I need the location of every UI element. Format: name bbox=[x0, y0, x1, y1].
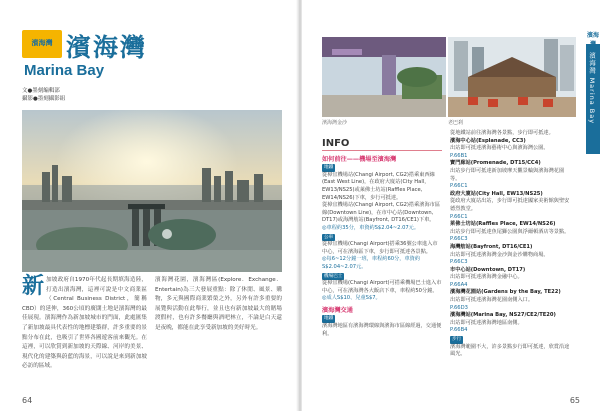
photo-caption-1: 濱海灣金沙 bbox=[322, 120, 348, 126]
left-page bbox=[0, 0, 298, 411]
page-title-zh: 濱海灣 bbox=[66, 33, 148, 62]
walk-label: 步行 bbox=[452, 337, 462, 343]
area-tag: 濱海灣 bbox=[22, 30, 62, 58]
credits: 文●墨刻編輯部 攝影●墨刻攝影組 bbox=[22, 88, 66, 102]
right-page bbox=[302, 0, 600, 411]
mrt-label: 地鐵 bbox=[324, 165, 334, 171]
section-side-tab: 濱海灣 濱海灣 Marina Bay bbox=[586, 44, 600, 154]
info-section: 如何前往——機場至濱海灣 地鐵 從樟宜機場站(Changi Airport, CG2)搭乘東西線(East West Line)，在政府大廈站(City Hall，EW13/NS25)或萊佛士坊站(Raffles Place, EW14/NS26)下車，步行可抵達。 從樟宜機場站(Changi Airport, CG2)搭乘濱海市區線(Downtown Line)，在市中心站(Downtown, DT17)或海灣舫站(Bayfront, DT16/CE1)下車。 ◎車程約35分，車資約S$2.04~2.07元。 bbox=[322, 155, 441, 231]
dropcap: 新 bbox=[22, 274, 45, 299]
page-title-en: Marina Bay bbox=[24, 62, 105, 79]
mrt-label: 地鐵 bbox=[324, 316, 334, 322]
hero-photo bbox=[22, 110, 282, 272]
info-section: 機場巴士 從樟宜機場(Changi Airport)可搭乘機場巴士進入市中心，可在濱海灣各大飯店下車，車程約50分鐘。 ◎成人S$10、兒童S$7。 bbox=[322, 273, 442, 302]
body-text-col1: 新 加坡政府自1970年代起長期填海造陸，打造出濱海灣，這裡可說是中文商業區（Central Business District，簡稱CBD）的延伸，360公頃的廣闊土地是濱海灣的最佳展現。濱海灣作為新加坡城市的門面，此處匯集了新加坡最具代表性的地標建築群，許多重要的景點分布在此，也吸引了世界各國遊客前來觀光。在這裡，可以欣賞到新加坡的天際線、河岸的美景、現代化的建築與蔚藍的海景，可以說是來到新加坡必訪的區域。 bbox=[22, 274, 147, 370]
body-text-col2: 濱海灣花園，濱海灣區(Explore．Exchange．Entertain)為三大發展重點：除了休閒、風景、購物，多元與國際商業繁榮之外，另外有許多重要的展覽與活動在此舉行，並且也有新加坡最大的賭場渡假村，也有許多餐廳與酒吧林立，不論是白天還是夜晚，都能在此享受新加坡的美好時光。 bbox=[155, 277, 282, 331]
info-column-1 bbox=[322, 140, 442, 338]
photo-lau-pa-sat bbox=[448, 37, 576, 117]
info-heading: INFO bbox=[322, 140, 442, 151]
bus-label: 公車 bbox=[324, 234, 334, 240]
page-number-right: 65 bbox=[569, 396, 580, 405]
page-number-left: 64 bbox=[22, 396, 33, 405]
photo-sands bbox=[322, 37, 446, 117]
title-block bbox=[22, 30, 282, 80]
info-column-2: 從地鐵站前往濱海灣各景點，步行即可抵達。 濱海中心站(Esplanade, CC3) 出站即可抵達濱海藝術中心與濱海灣公園。 P.66B1 寶門廊站(Promenade, DT15/CC4) 出站步行即可抵達新加坡摩天觀景輪與濱海灣花園等。 P.66C1 政府大廈站(City Hall, EW13/NS25) 從政府大廈站出站，步行即可抵達國家美術館與聖安德烈教堂。 P.66C1 萊佛士坊站(Raffles Place, EW14/NS26) 出站步行即可抵達魚尾獅公園與浮爾頓酒店等景點。 P.66C3 海灣舫站(Bayfront, DT16/CE1) 出站即可抵達濱海灣金沙與金沙購物商場。 P.66C3 市中心站(Downtown, DT17) 出站即可抵達濱海灣金融中心。 P.66A4 濱海灣花園站(Gardens by the Bay, TE22) 出站即可抵達濱海灣花園南側入口。 P.66D3 濱海灣站(Marina Bay, NS27/CE2/TE20) 出站即可抵達濱海灣地區南側。 P.66B4 步行 濱海灣範圍不大，許多景點步行即可抵達，欣賞沿途風光。 bbox=[450, 130, 570, 358]
photo-caption-2: 老巴剎 bbox=[448, 120, 464, 126]
airport-bus-label: 機場巴士 bbox=[324, 273, 343, 279]
info-section: 公車 從樟宜機場(Changi Airport)搭乘36號公車進入市中心，可在濱海區下車，步行即可抵達各景點。 ◎每6~12分鐘一班，車程約60分，車資約S$2.04~2.07元。 bbox=[322, 234, 438, 270]
info-section: 濱海灣交通 地鐵 濱海灣地區有濱海灣環線與濱海市區線經過，交通便利。 bbox=[322, 306, 442, 337]
